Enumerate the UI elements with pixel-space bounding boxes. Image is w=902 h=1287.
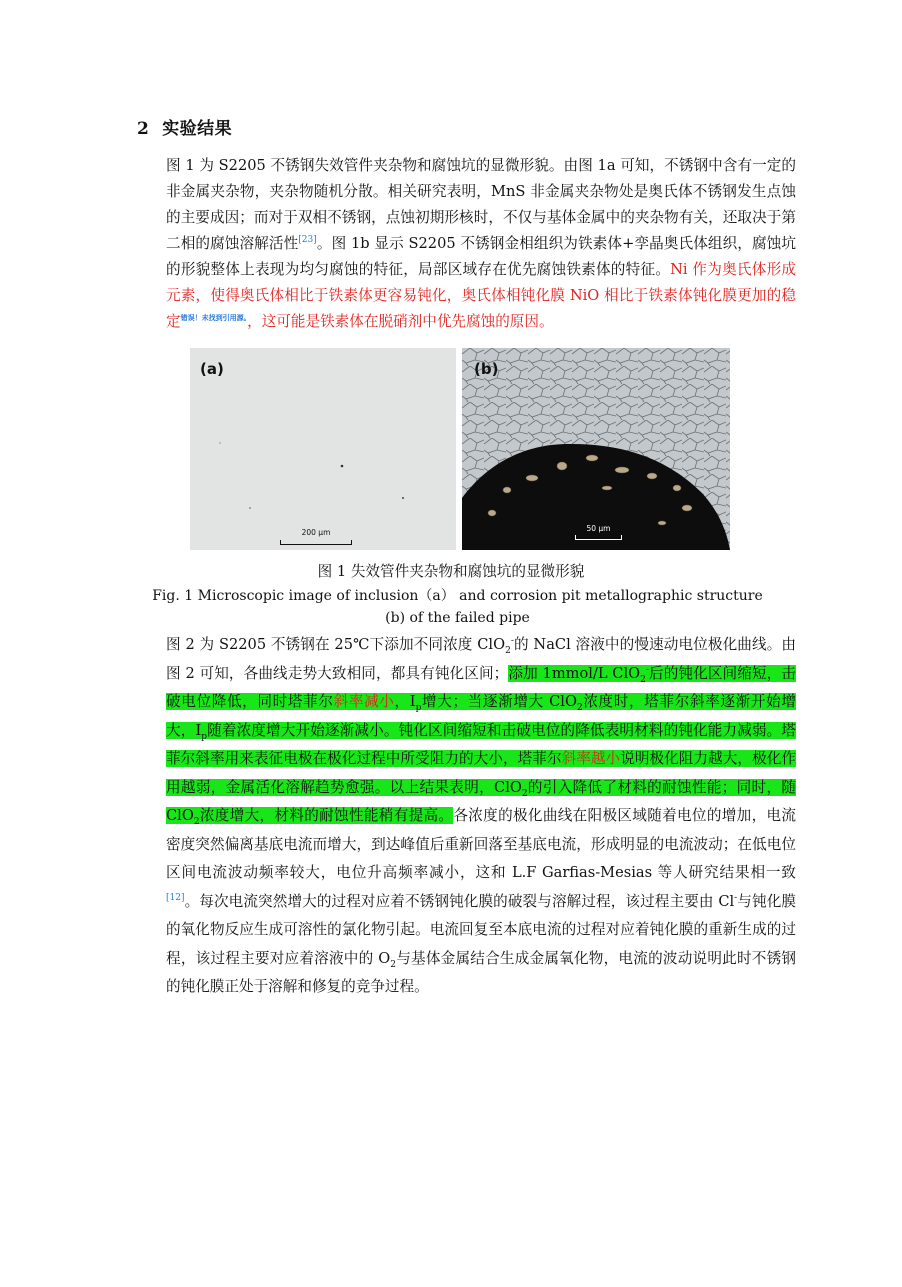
figure-1 (190, 348, 730, 550)
sup-minus: - (510, 636, 514, 647)
scale-bar-b (575, 535, 622, 540)
para2-text-1b: 的 NaCl 溶液中的慢速动电位极化曲线。由图 2 可知，各曲线走势大致相同，都具有钝化区间； (166, 636, 796, 682)
hl-text-h: 的引入降低了材料的耐蚀性能；同时，随 ClO (166, 778, 796, 824)
scale-bar-a (280, 540, 352, 545)
micrograph-a (190, 348, 456, 550)
hl-text-c: ，I (394, 693, 416, 710)
label-a: (a) (200, 360, 224, 378)
sup-minus: - (645, 664, 649, 675)
para1-red-text: Ni 作为奥氏体形成元素，使得奥氏体相比于铁素体更容易钝化，奥氏体相钝化膜 NiO 相比于铁素体钝化膜更加的稳定 (166, 261, 796, 330)
sub-2: 2 (505, 645, 511, 656)
para1-text-1: 图 1 为 S2205 不锈钢失效管件夹杂物和腐蚀坑的显微形貌。由图 1a 可知，不锈钢中含有一定的非金属夹杂物，夹杂物随机分散。相关研究表明，MnS 非金属夹杂物处是奥氏体不锈钢发生点蚀的主要成因；而对于双相不锈钢，点蚀初期形核时，不仅与基体金属中的夹杂物有关，还取决于第二相的腐蚀溶解活性 (166, 157, 796, 252)
sup-minus: - (734, 892, 738, 903)
grain-structure (462, 348, 730, 550)
hl-red-text-2: 斜率越小 (561, 750, 621, 767)
figure-caption-en: Fig. 1 Microscopic image of inclusion（a） and corrosion pit metallographic structure (b) of the failed pipe (152, 588, 763, 626)
hl-text-i: 浓度增大，材料的耐蚀性能稍有提高。 (199, 807, 454, 824)
hl-text-d: 增大；当逐渐增大 ClO (421, 693, 577, 710)
sub-2: 2 (193, 816, 200, 827)
scale-label-a: 200 μm (301, 528, 331, 537)
para2-text-3a: 。每次电流突然增大的过程对应着不锈钢钝化膜的破裂与溶解过程，该过程主要由 Cl (184, 892, 735, 910)
hl-text-e: 浓度时，塔菲尔斜率逐渐开始增大，I (166, 693, 796, 739)
para2-text-1a: 图 2 为 S2205 不锈钢在 25℃下添加不同浓度 ClO (166, 636, 506, 653)
section-heading (137, 114, 232, 139)
sub-p: p (415, 702, 422, 713)
hl-red-text-1: 斜率减小 (333, 693, 395, 710)
sub-p: p (201, 731, 207, 742)
sub-2: 2 (576, 702, 583, 713)
paragraph-1 (137, 153, 796, 335)
citation-23[interactable]: [23] (298, 235, 317, 246)
hl-text-b: 后的钝化区间缩短，击破电位降低，同时塔菲尔 (166, 664, 796, 710)
para2-text-2: 各浓度的极化曲线在阳极区域随着电位的增加，电流密度突然偏离基底电流而增大，到达峰值后重新回落至基底电流，形成明显的电流波动；在低电位区间电流波动频率较大，电位升高频率减小，这和 L.F Garfias-Mesias 等人研究结果相一致 (166, 807, 796, 881)
para1-red-end: ，这可能是铁素体在脱硝剂中优先腐蚀的原因。 (247, 313, 554, 330)
hl-text-f: 随着浓度增大开始逐渐减小。钝化区间缩短和击破电位的降低表明材料的钝化能力减弱。塔菲尔斜率用来表征电极在极化过程中所受阻力的大小，塔菲尔 (166, 721, 796, 767)
sub-2: 2 (640, 674, 646, 685)
hl-text-a: 添加 1mmol/L ClO (508, 664, 641, 682)
sub-2: 2 (521, 788, 528, 799)
figure-caption-zh: 图 1 失效管件夹杂物和腐蚀坑的显微形貌 (317, 563, 585, 580)
sub-2: 2 (390, 959, 396, 970)
section-title: 实验结果 (162, 119, 233, 139)
para1-text-2: 。图 1b 显示 S2205 不锈钢金相组织为铁素体+孪晶奥氏体组织，腐蚀坑的形貌整体上表现为均匀腐蚀的特征，局部区域存在优先腐蚀铁素体的特征。 (166, 235, 796, 278)
inclusion-dots (190, 348, 456, 550)
micrograph-b (462, 348, 730, 550)
para2-text-3b: 与钝化膜的氧化物反应生成可溶性的氯化物引起。电流回复至本底电流的过程对应着钝化膜的重新生成的过程，该过程主要对应着溶液中的 O (166, 892, 796, 967)
highlight-block (166, 665, 796, 825)
para2-text-3c: 与基体金属结合生成金属氧化物，电流的波动说明此时不锈钢的钝化膜正处于溶解和修复的竞争过程。 (166, 949, 796, 995)
scale-label-b: 50 μm (586, 524, 611, 533)
section-number: 2 (137, 119, 150, 139)
hl-text-g: 说明极化阻力越大，极化作用越弱，金属活化溶解趋势愈强。以上结果表明，ClO (166, 750, 796, 796)
paragraph-2 (137, 631, 796, 1002)
label-b: (b) (474, 360, 499, 378)
citation-12[interactable]: [12] (166, 892, 185, 903)
reference-error-note: 错误！未找到引用源。 (180, 313, 248, 323)
